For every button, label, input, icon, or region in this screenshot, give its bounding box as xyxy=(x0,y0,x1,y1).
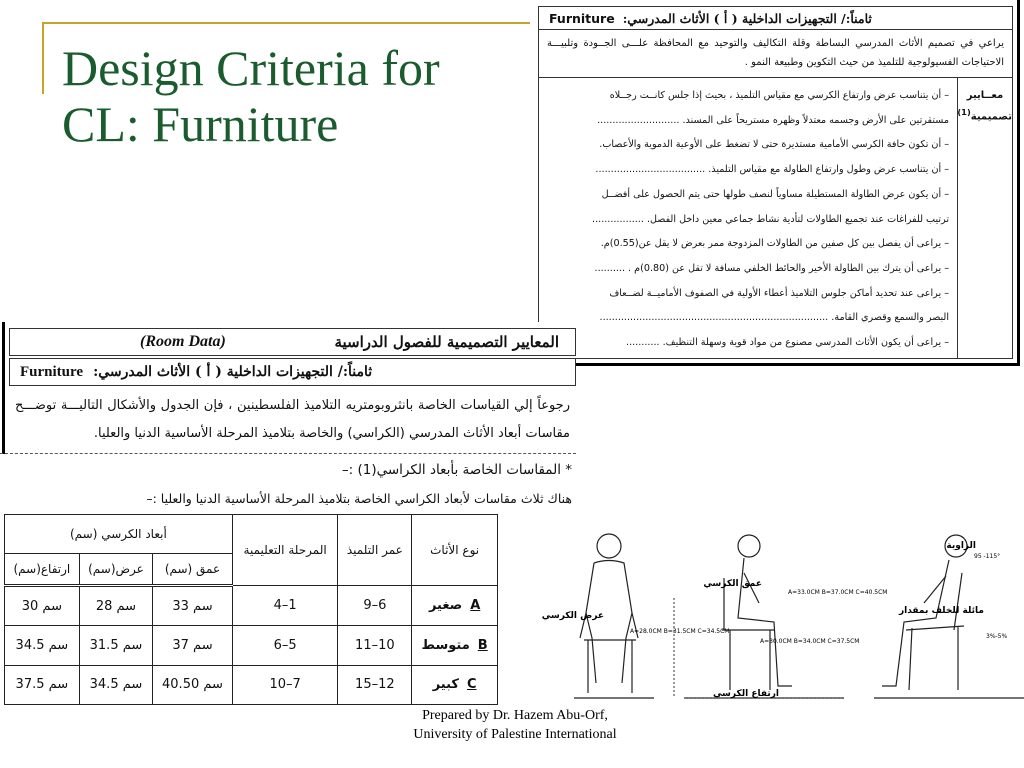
table-header-stage: المرحلة التعليمية xyxy=(232,515,338,586)
table-header-width: عرض(سم) xyxy=(79,554,152,586)
criteria-label-text: معــايير تصميمية xyxy=(966,90,1012,123)
cell-type xyxy=(412,626,498,665)
tilt-value: 3%-5% xyxy=(986,633,1008,640)
reclined-view-figure xyxy=(874,535,1024,698)
type-arabic: كبير xyxy=(432,677,459,693)
room-data-label: (Room Data) xyxy=(140,333,226,350)
criteria-line: ترتيب للفراغات عند تجميع الطاولات لتأدية نشاط جماعي معين داخل الفصل. ................. xyxy=(592,213,949,225)
cell-depth: 33 سم xyxy=(153,586,233,626)
chair-depth-values: A=33.0CM B=37.0CM C=40.5CM xyxy=(788,589,888,596)
chair-depth-label: عمق الكرسي xyxy=(703,579,762,589)
type-letter: A xyxy=(470,598,481,614)
criteria-line: مستقرتين على الأرض وجسمه معتدلاً وظهره مستريحاً على المسند. ........................... xyxy=(597,114,949,126)
type-letter: C xyxy=(466,677,477,693)
doc-header xyxy=(538,6,1013,30)
room-data-arabic: المعايير التصميمية للفصول الدراسية xyxy=(334,333,559,351)
cell-height: 37.5 سم xyxy=(5,665,80,704)
chair-height-label: ارتفاع الكرسي xyxy=(712,689,779,699)
criteria-label xyxy=(957,78,1012,358)
cell-width: 28 سم xyxy=(79,586,152,626)
criteria-line: البصر والسمع وقصري القامة. ........................................................................... xyxy=(599,312,949,324)
chair-dimensions-table-container xyxy=(4,514,498,705)
doc-header-arabic: ثامناً:/ التجهيزات الداخلية ( أ ) الأثاث المدرسي: xyxy=(622,10,872,26)
slide-footer xyxy=(360,706,670,744)
cell-width: 31.5 سم xyxy=(79,626,152,665)
cell-depth: 37 سم xyxy=(153,626,233,665)
title-accent-line-vertical xyxy=(42,22,44,94)
table-row xyxy=(5,586,498,626)
furniture-header-arabic: ثامناً:/ التجهيزات الداخلية ( أ ) الأثاث المدرسي: xyxy=(93,364,373,380)
chair-width-values: A=28.0CM B=31.5CM C=34.5CM xyxy=(630,628,730,635)
criteria-line: – يراعى أن يفصل بين كل صفين من الطاولات المزدوجة ممر بعرض لا يقل عن(0.55)م. xyxy=(600,238,949,250)
room-data-header xyxy=(9,328,576,356)
seated-posture-illustration xyxy=(541,518,1024,708)
footer-institution: University of Palestine International xyxy=(413,727,617,742)
footer-author: Prepared by Dr. Hazem Abu-Orf, xyxy=(422,708,608,723)
type-letter: B xyxy=(477,637,488,653)
table-header-height: ارتفاع(سم) xyxy=(5,554,80,586)
furniture-header-english: Furniture xyxy=(20,363,84,380)
type-arabic: صغير xyxy=(428,598,463,614)
doc-criteria-body xyxy=(538,78,1013,359)
cell-type xyxy=(412,665,498,704)
cell-type xyxy=(412,586,498,626)
chair-width-label: عرض الكرسي xyxy=(541,611,604,621)
doc-intro-paragraph: يراعي في تصميم الأثاث المدرسي البساطة وقلة التكاليف والتوحيد مع المحافظة علـــى الجــودة وتلبيـــة الاحتياجات الفسيولوجية للتلميذ من حيث التكوين وطبيعة النمو . xyxy=(538,30,1013,78)
criteria-line: – أن يكون عرض الطاولة المستطيلة مساوياً لنصف طولها حتى يتم الحصول على أفضــل xyxy=(601,188,949,200)
cell-width: 34.5 سم xyxy=(79,665,152,704)
angle-label: الزاوية xyxy=(946,541,976,551)
cell-stage: 6–5 xyxy=(232,626,338,665)
criteria-line: – أن يتناسب عرض وطول وارتفاع الطاولة مع مقياس التلميذ. .................................... xyxy=(595,164,949,176)
criteria-line: – أن يتناسب عرض وارتفاع الكرسي مع مقياس التلميذ ، بحيث إذا جلس كانــت رجــلاه xyxy=(609,90,949,101)
cell-depth: 40.50 سم xyxy=(153,665,233,704)
chair-dimensions-table xyxy=(4,514,498,705)
table-row xyxy=(5,626,498,665)
dashed-divider xyxy=(0,453,576,454)
slide-title: Design Criteria for CL: Furniture xyxy=(62,40,440,152)
chair-dimensions-heading: * المقاسات الخاصة بأبعاد الكراسي(1) :– xyxy=(341,462,572,478)
anthropometry-paragraph: رجوعاً إلي القياسات الخاصة بانثروبومتريه التلاميذ الفلسطينين ، فإن الجدول والأشكال التاليـــة توضـــح مقاسات أبعاد الأثاث المدرسي (الكراسي) والخاصة بتلاميذ المرحلة الأساسية الدنيا والعليا. xyxy=(15,398,570,441)
table-header-depth: عمق (سم) xyxy=(153,554,233,586)
chair-dimensions-note: هناك ثلاث مقاسات لأبعاد الكراسي الخاصة بتلاميذ المرحلة الأساسية الدنيا والعليا :– xyxy=(146,491,572,506)
cell-age: 11–10 xyxy=(338,626,412,665)
criteria-line: – أن تكون حافة الكرسي الأمامية مستديرة حتى لا تضغط على الأوعية الدموية والأعصاب. xyxy=(599,139,949,151)
table-row xyxy=(5,665,498,704)
table-group-header: أبعاد الكرسي (سم) xyxy=(5,515,233,554)
room-data-document-scan xyxy=(2,322,576,454)
criteria-line: – يراعى عند تحديد أماكن جلوس التلاميذ أعطاء الأولية في الصفوف الأماميــة لضــعاف xyxy=(609,287,949,299)
tilt-label: مائلة للخلف بمقدار xyxy=(898,606,984,616)
cell-stage: 4–1 xyxy=(232,586,338,626)
cell-height: 34.5 سم xyxy=(5,626,80,665)
cell-age: 15–12 xyxy=(338,665,412,704)
cell-age: 9–6 xyxy=(338,586,412,626)
criteria-list xyxy=(539,78,957,358)
cell-height: 30 سم xyxy=(5,586,80,626)
angle-value: 95 -115° xyxy=(974,553,1001,560)
furniture-header xyxy=(9,358,576,386)
cell-stage: 10–7 xyxy=(232,665,338,704)
criteria-line: – يراعى أن يترك بين الطاولة الأخير والحائط الخلفي مسافة لا تقل عن (0.80)م . .......... xyxy=(594,262,949,274)
doc-header-english: Furniture xyxy=(549,10,615,26)
chair-height-values: A=30.0CM B=34.0CM C=37.5CM xyxy=(760,638,860,645)
title-accent-line-horizontal xyxy=(42,22,530,24)
type-arabic: متوسط xyxy=(421,637,470,653)
side-view-figure xyxy=(684,535,844,698)
criteria-ref: (1) xyxy=(957,107,971,117)
table-header-age: عمر التلميذ xyxy=(338,515,412,586)
table-header-type: نوع الأثاث xyxy=(412,515,498,586)
design-criteria-document-scan xyxy=(532,0,1020,366)
criteria-line: – يراعى أن يكون الأثاث المدرسي مصنوع من مواد قوية وسهلة التنظيف. ........... xyxy=(626,337,949,349)
